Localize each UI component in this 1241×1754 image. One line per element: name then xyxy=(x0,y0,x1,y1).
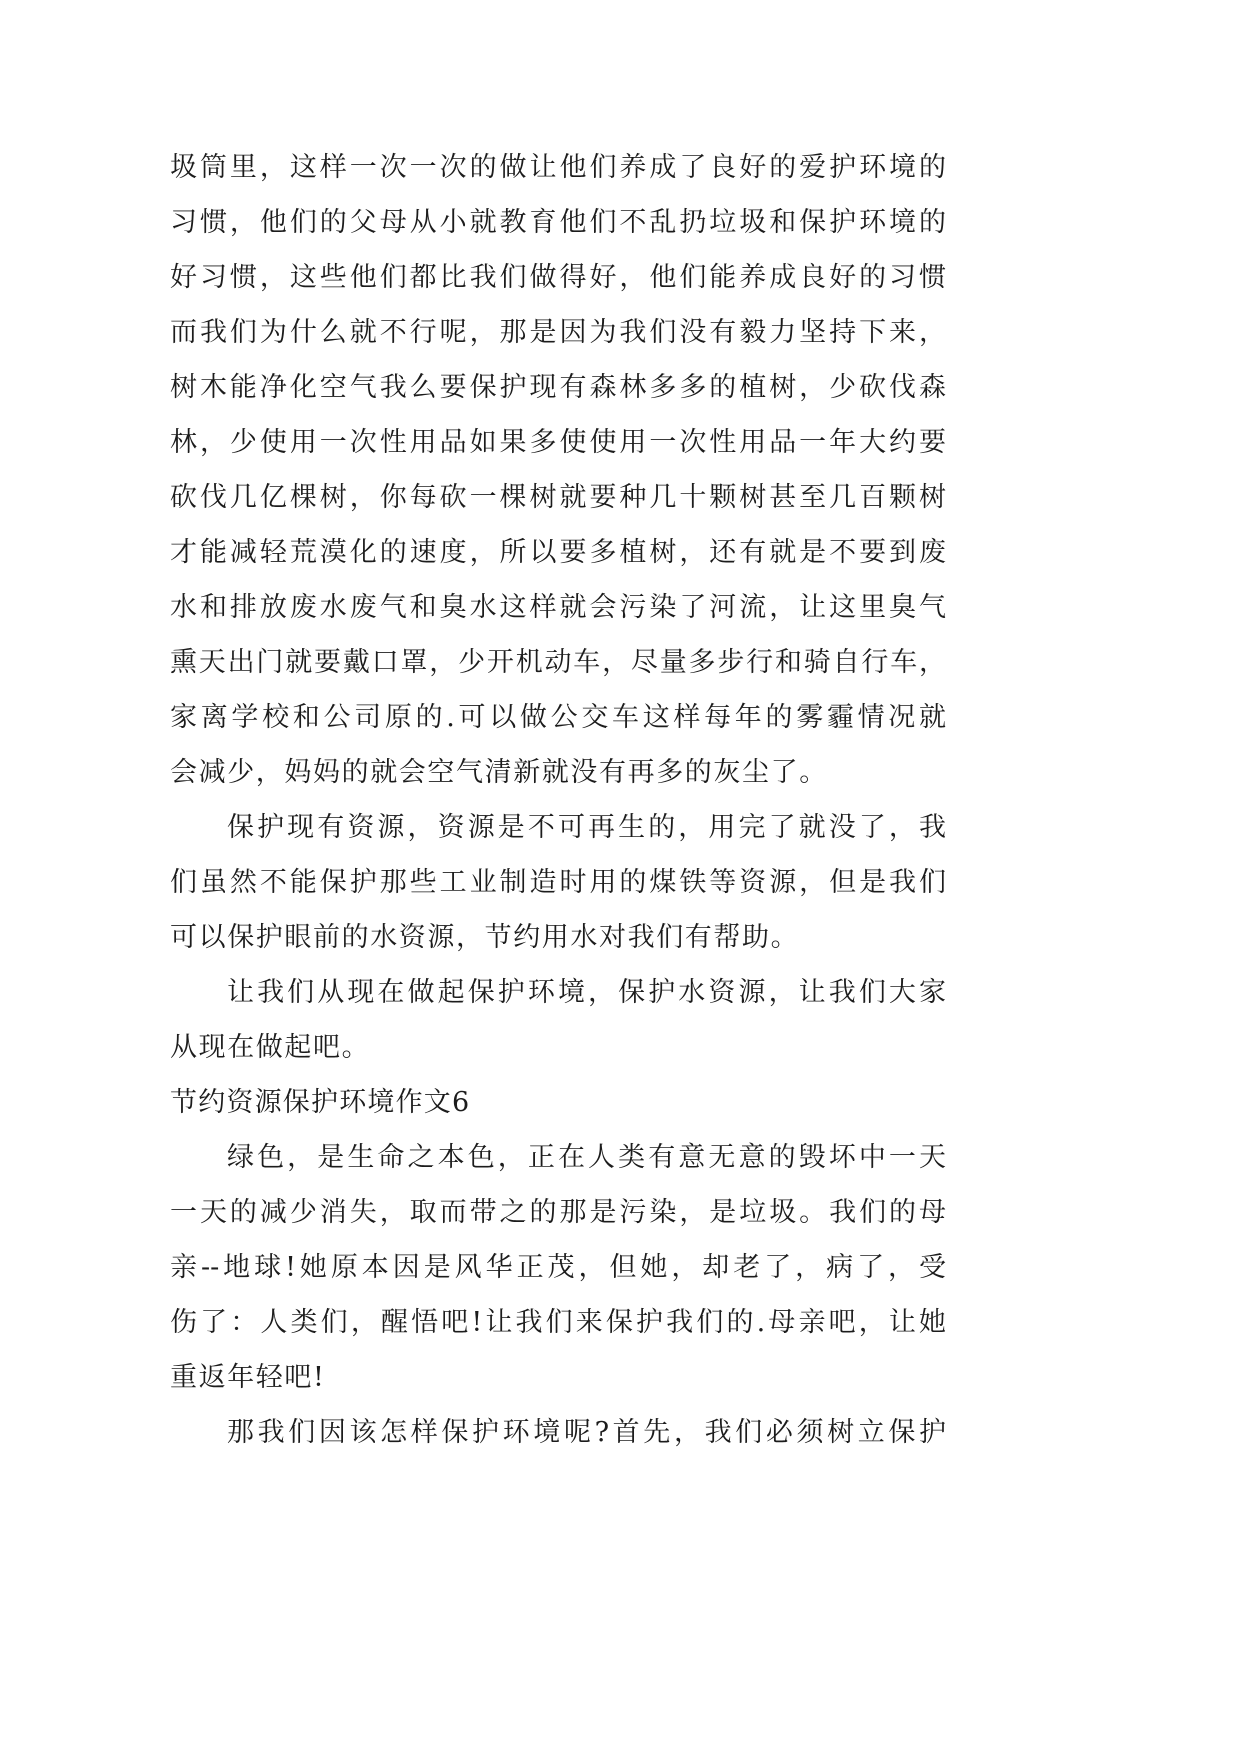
body-text-line: 水和排放废水废气和臭水这样就会污染了河流，让这里臭气 xyxy=(170,592,946,623)
body-text-line: 家离学校和公司原的.可以做公交车这样每年的雾霾情况就 xyxy=(170,702,946,733)
body-text-line: 好习惯，这些他们都比我们做得好，他们能养成良好的习惯 xyxy=(170,262,946,293)
body-text-line: 从现在做起吧。 xyxy=(170,1032,371,1063)
body-text-line: 熏天出门就要戴口罩，少开机动车，尽量多步行和骑自行车， xyxy=(170,647,946,678)
paragraph-first-line: 绿色，是生命之本色，正在人类有意无意的毁坏中一天 xyxy=(227,1142,946,1173)
body-text-line: 会减少，妈妈的就会空气清新就没有再多的灰尘了。 xyxy=(170,757,828,788)
paragraph-first-line: 那我们因该怎样保护环境呢?首先，我们必须树立保护 xyxy=(227,1417,946,1448)
paragraph-first-line: 让我们从现在做起保护环境，保护水资源，让我们大家 xyxy=(227,977,946,1008)
body-text-line: 亲--地球!她原本因是风华正茂，但她，却老了，病了，受 xyxy=(170,1252,946,1283)
section-heading: 节约资源保护环境作文6 xyxy=(170,1087,471,1118)
body-text-line: 习惯，他们的父母从小就教育他们不乱扔垃圾和保护环境的 xyxy=(170,207,946,238)
body-text-line: 们虽然不能保护那些工业制造时用的煤铁等资源，但是我们 xyxy=(170,867,946,898)
body-text-line: 一天的减少消失，取而带之的那是污染，是垃圾。我们的母 xyxy=(170,1197,946,1228)
body-text-line: 树木能净化空气我么要保护现有森林多多的植树，少砍伐森 xyxy=(170,372,946,403)
body-text-line: 而我们为什么就不行呢，那是因为我们没有毅力坚持下来， xyxy=(170,317,946,348)
paragraph-first-line: 保护现有资源，资源是不可再生的，用完了就没了，我 xyxy=(227,812,946,843)
body-text-line: 林，少使用一次性用品如果多使使用一次性用品一年大约要 xyxy=(170,427,946,458)
body-text-line: 砍伐几亿棵树，你每砍一棵树就要种几十颗树甚至几百颗树 xyxy=(170,482,946,513)
body-text-line: 可以保护眼前的水资源，节约用水对我们有帮助。 xyxy=(170,922,800,953)
body-text-line: 伤了：人类们，醒悟吧!让我们来保护我们的.母亲吧，让她 xyxy=(170,1307,946,1338)
document-body xyxy=(170,140,946,1460)
body-text-line: 圾筒里，这样一次一次的做让他们养成了良好的爱护环境的 xyxy=(170,152,946,183)
body-text-line: 重返年轻吧! xyxy=(170,1362,326,1393)
body-text-line: 才能减轻荒漠化的速度，所以要多植树，还有就是不要到废 xyxy=(170,537,946,568)
